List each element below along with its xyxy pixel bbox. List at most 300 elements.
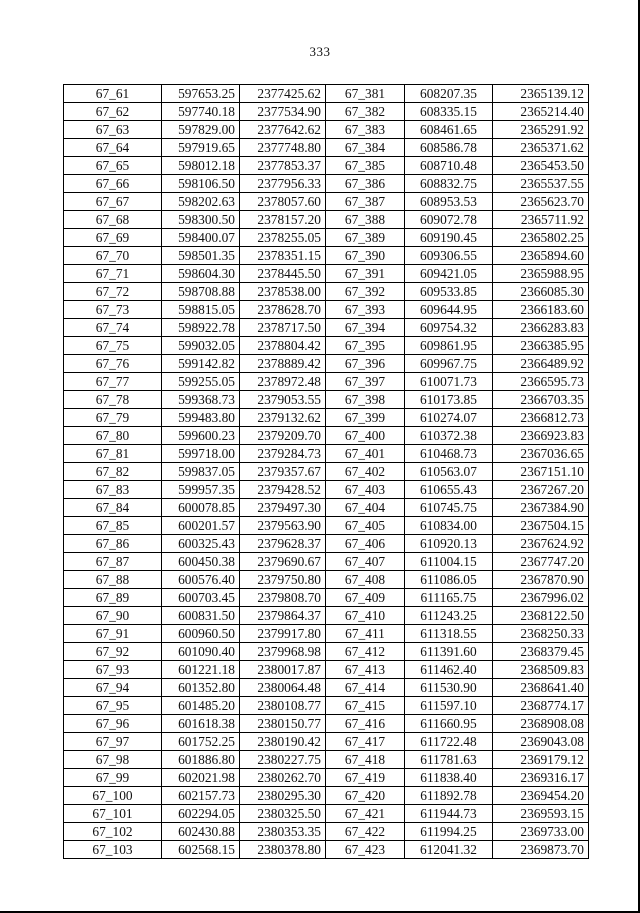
- point-id-left: 67_99: [64, 769, 162, 787]
- y-coord-right: 2366385.95: [493, 337, 589, 355]
- point-id-right: 67_400: [326, 427, 405, 445]
- y-coord-right: 2365371.62: [493, 139, 589, 157]
- y-coord-left: 2380017.87: [240, 661, 326, 679]
- x-coord-right: 611892.78: [405, 787, 493, 805]
- x-coord-right: 611994.25: [405, 823, 493, 841]
- point-id-right: 67_398: [326, 391, 405, 409]
- point-id-right: 67_416: [326, 715, 405, 733]
- point-id-right: 67_418: [326, 751, 405, 769]
- y-coord-right: 2369316.17: [493, 769, 589, 787]
- x-coord-right: 610071.73: [405, 373, 493, 391]
- table-body: [64, 85, 589, 859]
- x-coord-left: 601090.40: [162, 643, 240, 661]
- x-coord-left: 600703.45: [162, 589, 240, 607]
- y-coord-left: 2380353.35: [240, 823, 326, 841]
- y-coord-right: 2368774.17: [493, 697, 589, 715]
- x-coord-left: 599837.05: [162, 463, 240, 481]
- y-coord-left: 2378255.05: [240, 229, 326, 247]
- y-coord-left: 2379690.67: [240, 553, 326, 571]
- point-id-left: 67_91: [64, 625, 162, 643]
- point-id-left: 67_92: [64, 643, 162, 661]
- table-row: [64, 607, 589, 625]
- x-coord-right: 609072.78: [405, 211, 493, 229]
- y-coord-right: 2367151.10: [493, 463, 589, 481]
- point-id-right: 67_422: [326, 823, 405, 841]
- y-coord-left: 2379864.37: [240, 607, 326, 625]
- point-id-left: 67_72: [64, 283, 162, 301]
- table-row: [64, 805, 589, 823]
- y-coord-right: 2365802.25: [493, 229, 589, 247]
- x-coord-right: 610920.13: [405, 535, 493, 553]
- y-coord-right: 2367996.02: [493, 589, 589, 607]
- table-row: [64, 643, 589, 661]
- y-coord-left: 2378157.20: [240, 211, 326, 229]
- table-row: [64, 229, 589, 247]
- point-id-right: 67_407: [326, 553, 405, 571]
- y-coord-left: 2380378.80: [240, 841, 326, 859]
- point-id-left: 67_84: [64, 499, 162, 517]
- y-coord-left: 2380108.77: [240, 697, 326, 715]
- table-row: [64, 283, 589, 301]
- point-id-right: 67_406: [326, 535, 405, 553]
- table-row: [64, 211, 589, 229]
- y-coord-right: 2365711.92: [493, 211, 589, 229]
- x-coord-left: 598106.50: [162, 175, 240, 193]
- x-coord-left: 601752.25: [162, 733, 240, 751]
- y-coord-right: 2366489.92: [493, 355, 589, 373]
- point-id-right: 67_391: [326, 265, 405, 283]
- x-coord-right: 608335.15: [405, 103, 493, 121]
- x-coord-left: 598501.35: [162, 247, 240, 265]
- x-coord-left: 600201.57: [162, 517, 240, 535]
- y-coord-left: 2380262.70: [240, 769, 326, 787]
- table-row: [64, 427, 589, 445]
- point-id-right: 67_387: [326, 193, 405, 211]
- point-id-right: 67_419: [326, 769, 405, 787]
- x-coord-right: 610563.07: [405, 463, 493, 481]
- x-coord-left: 599255.05: [162, 373, 240, 391]
- y-coord-left: 2379132.62: [240, 409, 326, 427]
- table-row: [64, 751, 589, 769]
- y-coord-left: 2379917.80: [240, 625, 326, 643]
- x-coord-left: 600960.50: [162, 625, 240, 643]
- point-id-left: 67_79: [64, 409, 162, 427]
- table-row: [64, 157, 589, 175]
- y-coord-right: 2369593.15: [493, 805, 589, 823]
- point-id-right: 67_414: [326, 679, 405, 697]
- y-coord-left: 2377956.33: [240, 175, 326, 193]
- x-coord-right: 608832.75: [405, 175, 493, 193]
- x-coord-right: 609421.05: [405, 265, 493, 283]
- x-coord-right: 612041.32: [405, 841, 493, 859]
- x-coord-left: 602430.88: [162, 823, 240, 841]
- table-row: [64, 823, 589, 841]
- y-coord-right: 2367624.92: [493, 535, 589, 553]
- point-id-left: 67_98: [64, 751, 162, 769]
- y-coord-left: 2380190.42: [240, 733, 326, 751]
- point-id-right: 67_395: [326, 337, 405, 355]
- x-coord-left: 597829.00: [162, 121, 240, 139]
- y-coord-left: 2378351.15: [240, 247, 326, 265]
- point-id-left: 67_73: [64, 301, 162, 319]
- point-id-right: 67_390: [326, 247, 405, 265]
- y-coord-right: 2368509.83: [493, 661, 589, 679]
- y-coord-right: 2365623.70: [493, 193, 589, 211]
- y-coord-left: 2379497.30: [240, 499, 326, 517]
- point-id-right: 67_421: [326, 805, 405, 823]
- table-row: [64, 787, 589, 805]
- point-id-left: 67_100: [64, 787, 162, 805]
- table-row: [64, 679, 589, 697]
- y-coord-right: 2366812.73: [493, 409, 589, 427]
- x-coord-left: 599368.73: [162, 391, 240, 409]
- point-id-left: 67_69: [64, 229, 162, 247]
- y-coord-left: 2379808.70: [240, 589, 326, 607]
- table-row: [64, 535, 589, 553]
- table-row: [64, 589, 589, 607]
- table-row: [64, 391, 589, 409]
- point-id-right: 67_381: [326, 85, 405, 103]
- x-coord-right: 610834.00: [405, 517, 493, 535]
- x-coord-right: 608586.78: [405, 139, 493, 157]
- point-id-right: 67_385: [326, 157, 405, 175]
- point-id-left: 67_63: [64, 121, 162, 139]
- point-id-left: 67_70: [64, 247, 162, 265]
- x-coord-left: 598708.88: [162, 283, 240, 301]
- x-coord-right: 611004.15: [405, 553, 493, 571]
- table-row: [64, 355, 589, 373]
- table-row: [64, 175, 589, 193]
- point-id-left: 67_95: [64, 697, 162, 715]
- x-coord-right: 609754.32: [405, 319, 493, 337]
- y-coord-right: 2365894.60: [493, 247, 589, 265]
- table-row: [64, 841, 589, 859]
- y-coord-right: 2367384.90: [493, 499, 589, 517]
- point-id-left: 67_88: [64, 571, 162, 589]
- y-coord-right: 2366923.83: [493, 427, 589, 445]
- y-coord-left: 2377534.90: [240, 103, 326, 121]
- point-id-left: 67_76: [64, 355, 162, 373]
- y-coord-right: 2369454.20: [493, 787, 589, 805]
- y-coord-right: 2368379.45: [493, 643, 589, 661]
- point-id-left: 67_89: [64, 589, 162, 607]
- y-coord-right: 2367870.90: [493, 571, 589, 589]
- point-id-left: 67_71: [64, 265, 162, 283]
- point-id-right: 67_384: [326, 139, 405, 157]
- point-id-right: 67_402: [326, 463, 405, 481]
- page-number: 333: [309, 44, 331, 59]
- y-coord-left: 2378804.42: [240, 337, 326, 355]
- point-id-left: 67_83: [64, 481, 162, 499]
- point-id-left: 67_90: [64, 607, 162, 625]
- point-id-left: 67_81: [64, 445, 162, 463]
- y-coord-right: 2367747.20: [493, 553, 589, 571]
- point-id-right: 67_401: [326, 445, 405, 463]
- table-row: [64, 103, 589, 121]
- table-row: [64, 265, 589, 283]
- x-coord-left: 598815.05: [162, 301, 240, 319]
- point-id-left: 67_74: [64, 319, 162, 337]
- x-coord-right: 611391.60: [405, 643, 493, 661]
- y-coord-right: 2368908.08: [493, 715, 589, 733]
- x-coord-left: 602294.05: [162, 805, 240, 823]
- x-coord-right: 610372.38: [405, 427, 493, 445]
- x-coord-right: 609861.95: [405, 337, 493, 355]
- table-row: [64, 733, 589, 751]
- point-id-left: 67_102: [64, 823, 162, 841]
- table-row: [64, 463, 589, 481]
- y-coord-right: 2367036.65: [493, 445, 589, 463]
- y-coord-right: 2369179.12: [493, 751, 589, 769]
- point-id-left: 67_75: [64, 337, 162, 355]
- x-coord-left: 598202.63: [162, 193, 240, 211]
- point-id-right: 67_420: [326, 787, 405, 805]
- y-coord-left: 2378889.42: [240, 355, 326, 373]
- x-coord-right: 611722.48: [405, 733, 493, 751]
- point-id-left: 67_85: [64, 517, 162, 535]
- y-coord-left: 2377748.80: [240, 139, 326, 157]
- x-coord-left: 598400.07: [162, 229, 240, 247]
- y-coord-left: 2379357.67: [240, 463, 326, 481]
- x-coord-left: 598300.50: [162, 211, 240, 229]
- point-id-right: 67_409: [326, 589, 405, 607]
- y-coord-right: 2365214.40: [493, 103, 589, 121]
- point-id-left: 67_94: [64, 679, 162, 697]
- x-coord-right: 611944.73: [405, 805, 493, 823]
- x-coord-left: 598012.18: [162, 157, 240, 175]
- point-id-left: 67_101: [64, 805, 162, 823]
- table-row: [64, 373, 589, 391]
- point-id-left: 67_61: [64, 85, 162, 103]
- table-row: [64, 481, 589, 499]
- x-coord-left: 598922.78: [162, 319, 240, 337]
- y-coord-left: 2379563.90: [240, 517, 326, 535]
- x-coord-right: 609967.75: [405, 355, 493, 373]
- point-id-left: 67_103: [64, 841, 162, 859]
- x-coord-left: 600831.50: [162, 607, 240, 625]
- x-coord-left: 600450.38: [162, 553, 240, 571]
- point-id-right: 67_405: [326, 517, 405, 535]
- x-coord-right: 611318.55: [405, 625, 493, 643]
- y-coord-right: 2365988.95: [493, 265, 589, 283]
- x-coord-right: 611781.63: [405, 751, 493, 769]
- x-coord-right: 610173.85: [405, 391, 493, 409]
- table-row: [64, 301, 589, 319]
- y-coord-left: 2378628.70: [240, 301, 326, 319]
- x-coord-left: 598604.30: [162, 265, 240, 283]
- point-id-left: 67_86: [64, 535, 162, 553]
- x-coord-left: 601618.38: [162, 715, 240, 733]
- table-row: [64, 319, 589, 337]
- point-id-right: 67_399: [326, 409, 405, 427]
- table-row: [64, 571, 589, 589]
- x-coord-right: 611660.95: [405, 715, 493, 733]
- point-id-left: 67_68: [64, 211, 162, 229]
- point-id-right: 67_403: [326, 481, 405, 499]
- point-id-left: 67_96: [64, 715, 162, 733]
- point-id-right: 67_417: [326, 733, 405, 751]
- point-id-right: 67_397: [326, 373, 405, 391]
- y-coord-left: 2380064.48: [240, 679, 326, 697]
- x-coord-left: 599483.80: [162, 409, 240, 427]
- y-coord-right: 2367267.20: [493, 481, 589, 499]
- x-coord-right: 610468.73: [405, 445, 493, 463]
- point-id-left: 67_77: [64, 373, 162, 391]
- x-coord-left: 599718.00: [162, 445, 240, 463]
- x-coord-left: 599600.23: [162, 427, 240, 445]
- y-coord-right: 2365537.55: [493, 175, 589, 193]
- table-row: [64, 337, 589, 355]
- y-coord-right: 2369873.70: [493, 841, 589, 859]
- point-id-right: 67_413: [326, 661, 405, 679]
- table-row: [64, 247, 589, 265]
- x-coord-left: 601886.80: [162, 751, 240, 769]
- x-coord-left: 601221.18: [162, 661, 240, 679]
- y-coord-left: 2378538.00: [240, 283, 326, 301]
- y-coord-left: 2378717.50: [240, 319, 326, 337]
- x-coord-right: 611838.40: [405, 769, 493, 787]
- x-coord-left: 600078.85: [162, 499, 240, 517]
- point-id-right: 67_415: [326, 697, 405, 715]
- y-coord-left: 2380227.75: [240, 751, 326, 769]
- x-coord-left: 597653.25: [162, 85, 240, 103]
- table-row: [64, 661, 589, 679]
- x-coord-left: 600576.40: [162, 571, 240, 589]
- table-row: [64, 409, 589, 427]
- x-coord-left: 601485.20: [162, 697, 240, 715]
- point-id-right: 67_392: [326, 283, 405, 301]
- y-coord-right: 2365291.92: [493, 121, 589, 139]
- point-id-right: 67_383: [326, 121, 405, 139]
- y-coord-right: 2366283.83: [493, 319, 589, 337]
- x-coord-right: 608953.53: [405, 193, 493, 211]
- y-coord-right: 2366595.73: [493, 373, 589, 391]
- y-coord-right: 2367504.15: [493, 517, 589, 535]
- table-row: [64, 499, 589, 517]
- y-coord-right: 2368122.50: [493, 607, 589, 625]
- x-coord-right: 608710.48: [405, 157, 493, 175]
- y-coord-left: 2379209.70: [240, 427, 326, 445]
- point-id-right: 67_396: [326, 355, 405, 373]
- y-coord-left: 2380295.30: [240, 787, 326, 805]
- table-row: [64, 445, 589, 463]
- y-coord-right: 2368641.40: [493, 679, 589, 697]
- point-id-left: 67_65: [64, 157, 162, 175]
- point-id-left: 67_67: [64, 193, 162, 211]
- x-coord-right: 611165.75: [405, 589, 493, 607]
- point-id-left: 67_64: [64, 139, 162, 157]
- table-row: [64, 769, 589, 787]
- x-coord-right: 611597.10: [405, 697, 493, 715]
- y-coord-left: 2377642.62: [240, 121, 326, 139]
- table-row: [64, 517, 589, 535]
- x-coord-left: 599957.35: [162, 481, 240, 499]
- x-coord-left: 599142.82: [162, 355, 240, 373]
- point-id-left: 67_66: [64, 175, 162, 193]
- y-coord-right: 2368250.33: [493, 625, 589, 643]
- x-coord-left: 597740.18: [162, 103, 240, 121]
- y-coord-left: 2380150.77: [240, 715, 326, 733]
- table-row: [64, 193, 589, 211]
- table-row: [64, 715, 589, 733]
- x-coord-right: 610655.43: [405, 481, 493, 499]
- y-coord-left: 2379968.98: [240, 643, 326, 661]
- table-row: [64, 139, 589, 157]
- point-id-right: 67_389: [326, 229, 405, 247]
- x-coord-right: 609644.95: [405, 301, 493, 319]
- x-coord-left: 597919.65: [162, 139, 240, 157]
- point-id-right: 67_394: [326, 319, 405, 337]
- y-coord-right: 2365139.12: [493, 85, 589, 103]
- y-coord-right: 2369733.00: [493, 823, 589, 841]
- point-id-right: 67_410: [326, 607, 405, 625]
- point-id-right: 67_386: [326, 175, 405, 193]
- y-coord-left: 2377853.37: [240, 157, 326, 175]
- table-row: [64, 625, 589, 643]
- point-id-left: 67_82: [64, 463, 162, 481]
- x-coord-right: 611086.05: [405, 571, 493, 589]
- y-coord-left: 2379284.73: [240, 445, 326, 463]
- point-id-left: 67_80: [64, 427, 162, 445]
- y-coord-left: 2379053.55: [240, 391, 326, 409]
- table-row: [64, 121, 589, 139]
- point-id-right: 67_388: [326, 211, 405, 229]
- y-coord-left: 2378057.60: [240, 193, 326, 211]
- x-coord-right: 609190.45: [405, 229, 493, 247]
- x-coord-right: 609533.85: [405, 283, 493, 301]
- y-coord-right: 2366085.30: [493, 283, 589, 301]
- y-coord-left: 2380325.50: [240, 805, 326, 823]
- point-id-left: 67_87: [64, 553, 162, 571]
- x-coord-left: 602568.15: [162, 841, 240, 859]
- x-coord-right: 610274.07: [405, 409, 493, 427]
- x-coord-left: 601352.80: [162, 679, 240, 697]
- y-coord-left: 2377425.62: [240, 85, 326, 103]
- y-coord-left: 2379750.80: [240, 571, 326, 589]
- point-id-left: 67_78: [64, 391, 162, 409]
- x-coord-right: 608461.65: [405, 121, 493, 139]
- table-row: [64, 553, 589, 571]
- x-coord-right: 609306.55: [405, 247, 493, 265]
- x-coord-right: 608207.35: [405, 85, 493, 103]
- point-id-right: 67_423: [326, 841, 405, 859]
- point-id-right: 67_382: [326, 103, 405, 121]
- point-id-left: 67_93: [64, 661, 162, 679]
- point-id-right: 67_408: [326, 571, 405, 589]
- y-coord-left: 2379428.52: [240, 481, 326, 499]
- y-coord-right: 2365453.50: [493, 157, 589, 175]
- point-id-right: 67_412: [326, 643, 405, 661]
- x-coord-left: 600325.43: [162, 535, 240, 553]
- x-coord-left: 599032.05: [162, 337, 240, 355]
- table-row: [64, 697, 589, 715]
- y-coord-left: 2378445.50: [240, 265, 326, 283]
- y-coord-right: 2369043.08: [493, 733, 589, 751]
- point-id-left: 67_62: [64, 103, 162, 121]
- point-id-left: 67_97: [64, 733, 162, 751]
- x-coord-right: 611243.25: [405, 607, 493, 625]
- x-coord-left: 602157.73: [162, 787, 240, 805]
- y-coord-left: 2379628.37: [240, 535, 326, 553]
- point-id-right: 67_404: [326, 499, 405, 517]
- y-coord-right: 2366703.35: [493, 391, 589, 409]
- coordinates-table: [63, 84, 589, 859]
- x-coord-right: 610745.75: [405, 499, 493, 517]
- y-coord-left: 2378972.48: [240, 373, 326, 391]
- point-id-right: 67_393: [326, 301, 405, 319]
- x-coord-right: 611462.40: [405, 661, 493, 679]
- y-coord-right: 2366183.60: [493, 301, 589, 319]
